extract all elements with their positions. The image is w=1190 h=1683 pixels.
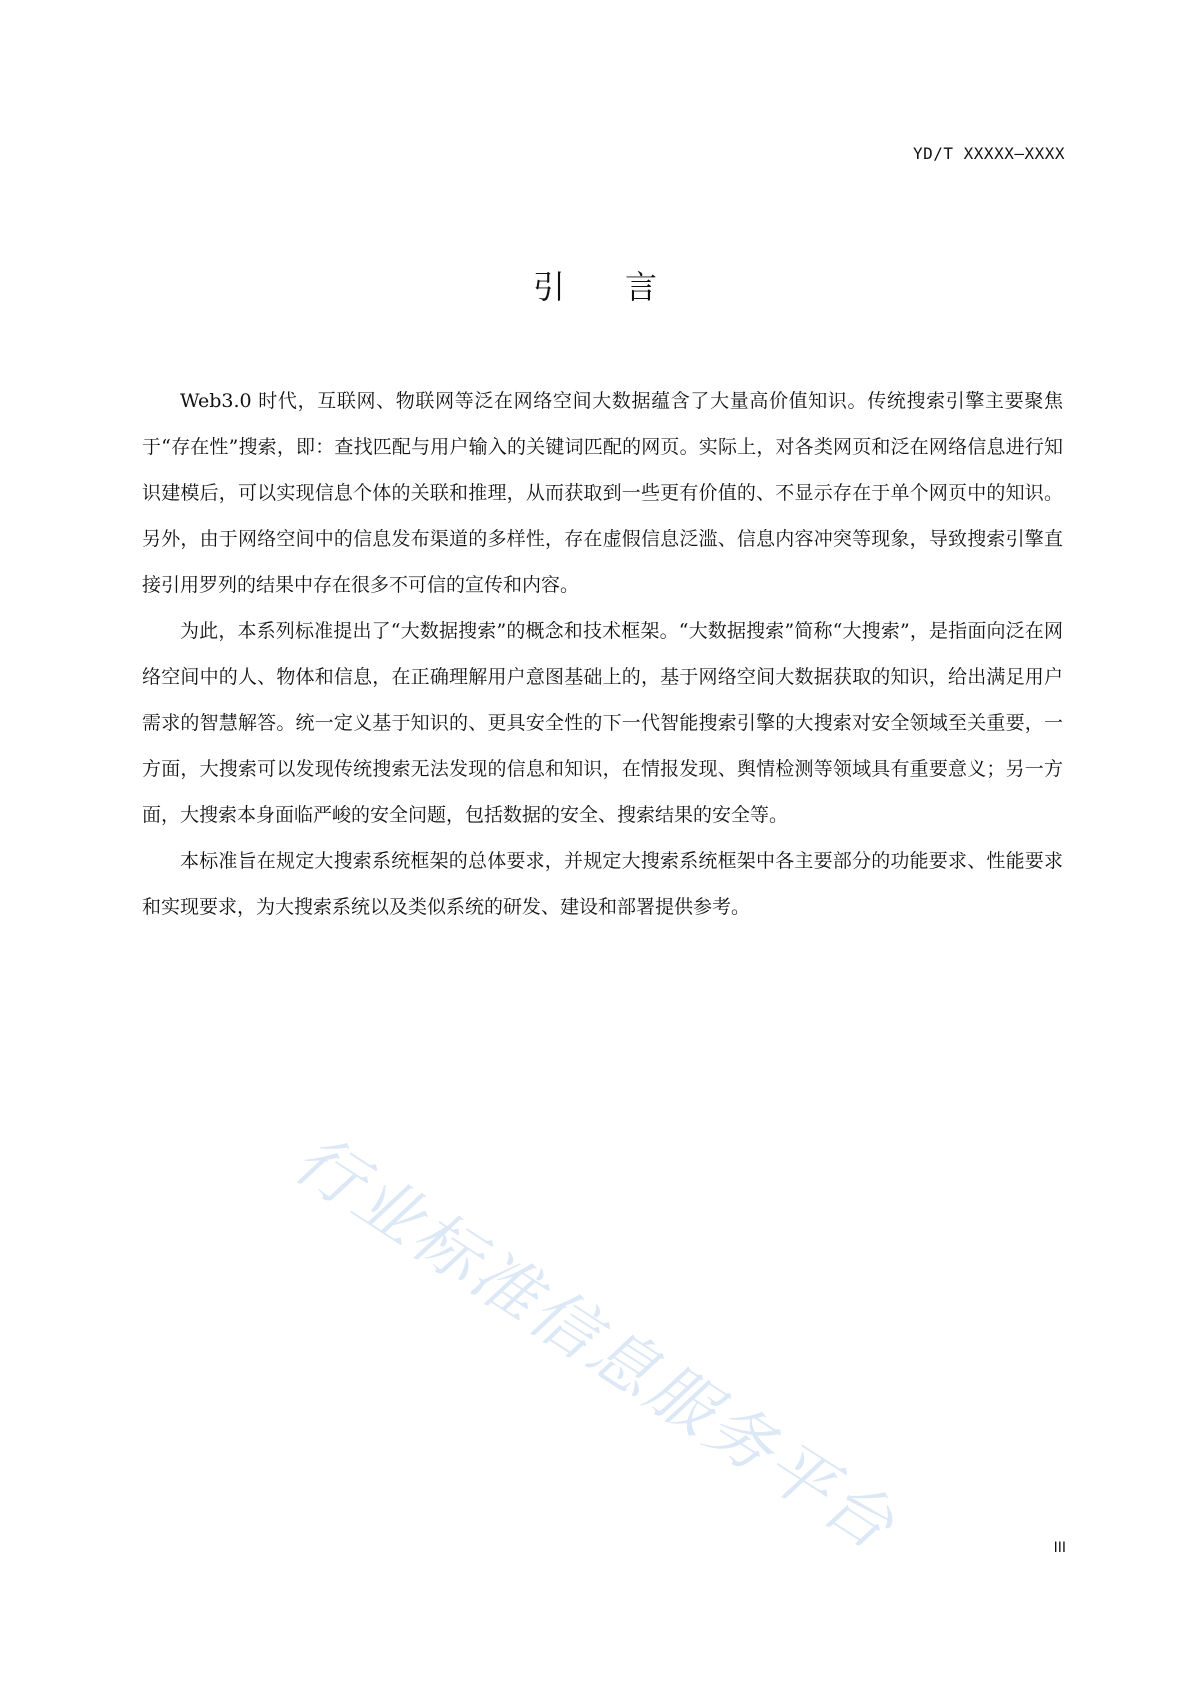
paragraph: 本标准旨在规定大搜索系统框架的总体要求，并规定大搜索系统框架中各主要部分的功能要求、性能要求和实现要求，为大搜索系统以及类似系统的研发、建设和部署提供参考。 (142, 850, 1063, 918)
paragraph: 为此，本系列标准提出了“大数据搜索”的概念和技术框架。“大数据搜索”简称“大搜索”，是指面向泛在网络空间中的人、物体和信息，在正确理解用户意图基础上的，基于网络空间大数据获取的知识，给出满足用户需求的智慧解答。统一定义基于知识的、更具安全性的下一代智能搜索引擎的大搜索对安全领域至关重要，一方面，大搜索可以发现传统搜索无法发现的信息和知识，在情报发现、舆情检测等领域具有重要意义；另一方面，大搜索本身面临严峻的安全问题，包括数据的安全、搜索结果的安全等。 (142, 620, 1063, 826)
watermark: 行业标准信息服务平台 (280, 1120, 910, 1567)
paragraph: Web3.0 时代，互联网、物联网等泛在网络空间大数据蕴含了大量高价值知识。传统搜索引擎主要聚焦于“存在性”搜索，即：查找匹配与用户输入的关键词匹配的网页。实际上，对各类网页和泛在网络信息进行知识建模后，可以实现信息个体的关联和推理，从而获取到一些更有价值的、不显示存在于单个网页中的知识。另外，由于网络空间中的信息发布渠道的多样性，存在虚假信息泛滥、信息内容冲突等现象，导致搜索引擎直接引用罗列的结果中存在很多不可信的宣传和内容。 (142, 390, 1063, 596)
page-number: III (1053, 1540, 1066, 1556)
standard-code: YD/T XXXXX—XXXX (913, 144, 1065, 163)
page-title: 引言 (532, 268, 717, 306)
introduction-body (142, 378, 1063, 930)
